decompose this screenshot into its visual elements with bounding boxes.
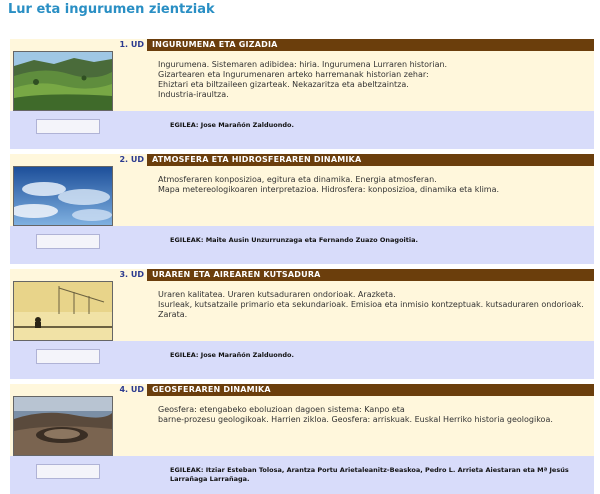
description-line: Ingurumena. Sistemaren adibidea: hiria. Ingurumena Lurraren historian. (158, 60, 448, 69)
unit-title[interactable]: ATMOSFERA ETA HIDROSFERAREN DINAMIKA (147, 154, 594, 166)
unit-authors: EGILEA: Jose Marañón Zalduondo. (170, 121, 294, 129)
download-button[interactable] (36, 234, 100, 249)
description-line: Industria-iraultza. (158, 90, 229, 99)
description-line: Isurleak, kutsatzaile primario eta sekundarioak. Emisioa eta inmisio kontzeptuak. kutsaduraren ondorioak. (158, 300, 584, 309)
unit-info-panel (10, 154, 594, 226)
unit-thumbnail-blue-sky[interactable] (13, 166, 113, 226)
unit-title[interactable]: URAREN ETA AIREAREN KUTSADURA (147, 269, 594, 281)
unit-title[interactable]: INGURUMENA ETA GIZADIA (147, 39, 594, 51)
unit-description (158, 60, 588, 100)
unit-authors: EGILEA: Jose Marañón Zalduondo. (170, 351, 294, 359)
unit-card-1 (10, 39, 594, 149)
unit-authors: EGILEAK: Itziar Esteban Tolosa, Arantza Portu Arietaleanitz-Beaskoa, Pedro L. Arrieta Aiestaran eta Mª Jesús Larrañaga Larrañaga. (170, 466, 569, 483)
unit-number: 3. UD (119, 270, 144, 279)
description-line: Atmosferaren konposizioa, egitura eta dinamika. Energia atmosferan. (158, 175, 437, 184)
description-line: Gizartearen eta Ingurumenaren arteko harremanak historian zehar: (158, 70, 429, 79)
unit-authors-panel (10, 341, 594, 379)
unit-authors-panel (10, 226, 594, 264)
unit-card-2 (10, 154, 594, 264)
unit-card-4 (10, 384, 594, 494)
page-title: Lur eta ingurumen zientziak (8, 2, 215, 17)
unit-number: 4. UD (119, 385, 144, 394)
unit-authors: EGILEAK: Maite Ausin Unzurrunzaga eta Fernando Zuazo Onagoitia. (170, 236, 418, 244)
unit-authors-panel (10, 111, 594, 149)
description-line: Uraren kalitatea. Uraren kutsaduraren ondorioak. Arazketa. (158, 290, 396, 299)
unit-info-panel (10, 384, 594, 456)
unit-authors-panel (10, 456, 594, 494)
unit-description (158, 290, 588, 320)
unit-title[interactable]: GEOSFERAREN DINAMIKA (147, 384, 594, 396)
description-line: barne-prozesu geologikoak. Harrien zikloa. Geosfera: arriskuak. Euskal Herriko historia geologikoa. (158, 415, 553, 424)
unit-info-panel (10, 39, 594, 111)
unit-thumbnail-industrial-haze[interactable] (13, 281, 113, 341)
unit-info-panel (10, 269, 594, 341)
description-line: Mapa metereologikoaren interpretazioa. Hidrosfera: konposizioa, dinamika eta klima. (158, 185, 500, 194)
unit-thumbnail-volcanic-crater[interactable] (13, 396, 113, 456)
description-line: Geosfera: etengabeko eboluzioan dagoen sistema: Kanpo eta (158, 405, 405, 414)
description-line: Zarata. (158, 310, 188, 319)
unit-description (158, 175, 588, 195)
download-button[interactable] (36, 119, 100, 134)
unit-thumbnail-green-hills[interactable] (13, 51, 113, 111)
unit-number: 1. UD (119, 40, 144, 49)
description-line: Ehiztari eta biltzaileen gizarteak. Nekazaritza eta abeltzaintza. (158, 80, 409, 89)
unit-description (158, 405, 588, 425)
unit-number: 2. UD (119, 155, 144, 164)
unit-card-3 (10, 269, 594, 379)
download-button[interactable] (36, 464, 100, 479)
download-button[interactable] (36, 349, 100, 364)
